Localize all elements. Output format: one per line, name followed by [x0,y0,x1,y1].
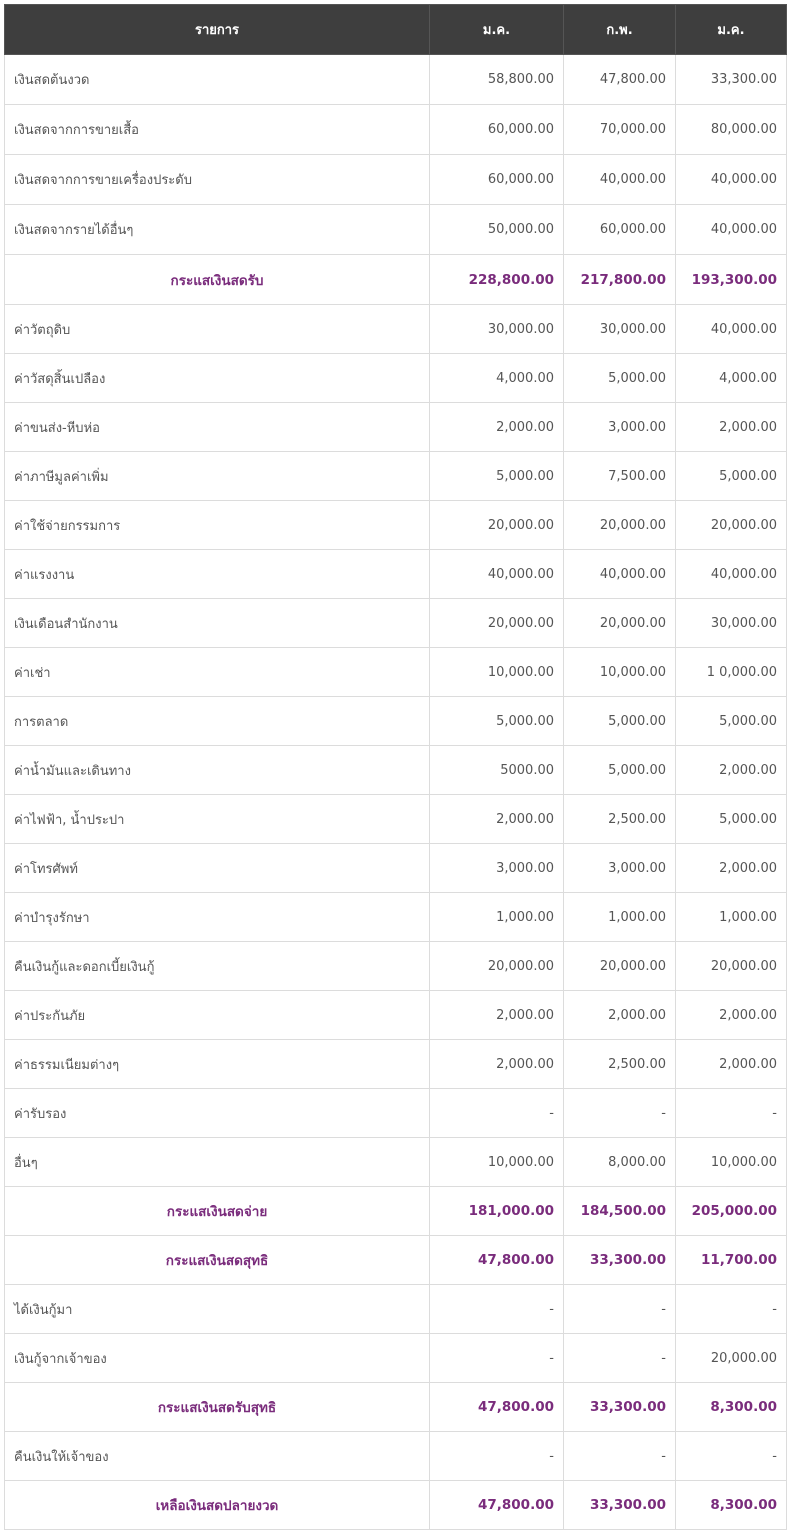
row-value-month-1: 60,000.00 [430,155,564,205]
row-value-month-3: 8,300.00 [676,1383,787,1432]
row-label: กระแสเงินสดรับสุทธิ [5,1383,430,1432]
row-value-month-3: 30,000.00 [676,599,787,648]
row-value-month-1: 50,000.00 [430,205,564,255]
row-label: อื่นๆ [5,1138,430,1187]
table-row [5,1334,787,1383]
row-label: กระแสเงินสดจ่าย [5,1187,430,1236]
row-value-month-1: 181,000.00 [430,1187,564,1236]
row-label: เงินกู้จากเจ้าของ [5,1334,430,1383]
table-row [5,55,787,105]
row-value-month-1: 4,000.00 [430,354,564,403]
table-row [5,1040,787,1089]
row-value-month-1: 10,000.00 [430,648,564,697]
row-value-month-3: 5,000.00 [676,452,787,501]
row-value-month-3: 193,300.00 [676,255,787,305]
table-row [5,1089,787,1138]
row-value-month-1: 2,000.00 [430,991,564,1040]
row-label: เงินสดจากการขายเครื่องประดับ [5,155,430,205]
row-value-month-3: 40,000.00 [676,305,787,354]
table-row [5,697,787,746]
total-row [5,255,787,305]
row-label: เงินสดจากรายได้อื่นๆ [5,205,430,255]
table-row [5,1432,787,1481]
row-value-month-1: 10,000.00 [430,1138,564,1187]
table-row [5,155,787,205]
row-value-month-2: 20,000.00 [564,501,676,550]
row-value-month-1: 47,800.00 [430,1481,564,1530]
row-value-month-3: 205,000.00 [676,1187,787,1236]
row-label: เงินสดต้นงวด [5,55,430,105]
row-label: ค่าวัสดุสิ้นเปลือง [5,354,430,403]
row-value-month-3: 40,000.00 [676,155,787,205]
row-value-month-1: 20,000.00 [430,942,564,991]
row-value-month-3: 4,000.00 [676,354,787,403]
row-value-month-2: 8,000.00 [564,1138,676,1187]
row-value-month-1: 228,800.00 [430,255,564,305]
row-value-month-3: 40,000.00 [676,205,787,255]
row-value-month-3: 10,000.00 [676,1138,787,1187]
row-value-month-2: 70,000.00 [564,105,676,155]
row-value-month-2: 20,000.00 [564,599,676,648]
row-value-month-3: - [676,1285,787,1334]
table-row [5,550,787,599]
table-row [5,452,787,501]
row-value-month-2: - [564,1285,676,1334]
row-value-month-1: 60,000.00 [430,105,564,155]
table-row [5,844,787,893]
row-label: ค่าน้ำมันและเดินทาง [5,746,430,795]
table-row [5,354,787,403]
row-label: เงินสดจากการขายเสื้อ [5,105,430,155]
row-value-month-2: 2,000.00 [564,991,676,1040]
row-value-month-3: - [676,1089,787,1138]
table-row [5,648,787,697]
row-label: ค่าบำรุงรักษา [5,893,430,942]
row-value-month-3: 5,000.00 [676,697,787,746]
row-value-month-1: 2,000.00 [430,403,564,452]
row-value-month-3: 2,000.00 [676,746,787,795]
row-label: ค่าเช่า [5,648,430,697]
row-value-month-3: 20,000.00 [676,942,787,991]
row-label: คืนเงินให้เจ้าของ [5,1432,430,1481]
row-value-month-2: 33,300.00 [564,1383,676,1432]
row-label: ค่ารับรอง [5,1089,430,1138]
row-label: เงินเดือนสำนักงาน [5,599,430,648]
row-value-month-2: 33,300.00 [564,1481,676,1530]
table-row [5,501,787,550]
row-value-month-3: 33,300.00 [676,55,787,105]
row-value-month-3: 20,000.00 [676,501,787,550]
row-value-month-1: 3,000.00 [430,844,564,893]
total-row [5,1481,787,1530]
header-month-1: ม.ค. [430,5,564,55]
row-value-month-2: 30,000.00 [564,305,676,354]
row-value-month-3: 11,700.00 [676,1236,787,1285]
row-value-month-2: - [564,1432,676,1481]
row-value-month-2: - [564,1089,676,1138]
row-value-month-3: 2,000.00 [676,403,787,452]
row-value-month-1: 40,000.00 [430,550,564,599]
row-label: ค่าโทรศัพท์ [5,844,430,893]
row-value-month-1: - [430,1432,564,1481]
row-value-month-3: 80,000.00 [676,105,787,155]
row-value-month-2: 5,000.00 [564,354,676,403]
row-value-month-2: 184,500.00 [564,1187,676,1236]
row-value-month-1: 47,800.00 [430,1383,564,1432]
row-value-month-1: - [430,1089,564,1138]
row-value-month-1: 20,000.00 [430,501,564,550]
header-month-3: ม.ค. [676,5,787,55]
row-value-month-2: 33,300.00 [564,1236,676,1285]
table-row [5,105,787,155]
row-label: ค่าประกันภัย [5,991,430,1040]
row-value-month-1: 1,000.00 [430,893,564,942]
table-row [5,893,787,942]
table-row [5,205,787,255]
row-value-month-2: 1,000.00 [564,893,676,942]
row-value-month-3: 2,000.00 [676,844,787,893]
row-value-month-3: 20,000.00 [676,1334,787,1383]
table-row [5,795,787,844]
row-value-month-2: - [564,1334,676,1383]
row-value-month-2: 3,000.00 [564,844,676,893]
row-value-month-1: 47,800.00 [430,1236,564,1285]
table-row [5,991,787,1040]
row-value-month-3: 40,000.00 [676,550,787,599]
row-label: คืนเงินกู้และดอกเบี้ยเงินกู้ [5,942,430,991]
row-value-month-1: 2,000.00 [430,1040,564,1089]
table-row [5,403,787,452]
row-value-month-3: 8,300.00 [676,1481,787,1530]
cash-flow-table [4,4,787,1530]
row-value-month-2: 40,000.00 [564,550,676,599]
header-item: รายการ [5,5,430,55]
row-value-month-3: 1 0,000.00 [676,648,787,697]
row-value-month-3: - [676,1432,787,1481]
table-row [5,1138,787,1187]
row-value-month-3: 1,000.00 [676,893,787,942]
row-value-month-2: 40,000.00 [564,155,676,205]
row-value-month-1: 58,800.00 [430,55,564,105]
row-label: การตลาด [5,697,430,746]
total-row [5,1187,787,1236]
total-row [5,1383,787,1432]
table-row [5,1285,787,1334]
row-value-month-3: 5,000.00 [676,795,787,844]
row-label: เหลือเงินสดปลายงวด [5,1481,430,1530]
row-value-month-1: 30,000.00 [430,305,564,354]
row-label: กระแสเงินสดรับ [5,255,430,305]
total-row [5,1236,787,1285]
row-value-month-2: 217,800.00 [564,255,676,305]
row-value-month-2: 2,500.00 [564,1040,676,1089]
row-value-month-2: 2,500.00 [564,795,676,844]
row-value-month-2: 5,000.00 [564,746,676,795]
table-body [5,55,787,1530]
row-label: ได้เงินกู้มา [5,1285,430,1334]
row-label: กระแสเงินสดสุทธิ [5,1236,430,1285]
row-label: ค่าวัตถุดิบ [5,305,430,354]
table-row [5,599,787,648]
row-label: ค่าใช้จ่ายกรรมการ [5,501,430,550]
row-value-month-2: 20,000.00 [564,942,676,991]
row-value-month-2: 10,000.00 [564,648,676,697]
row-label: ค่าภาษีมูลค่าเพิ่ม [5,452,430,501]
row-value-month-2: 3,000.00 [564,403,676,452]
row-value-month-2: 60,000.00 [564,205,676,255]
row-label: ค่าไฟฟ้า, น้ำประปา [5,795,430,844]
row-label: ค่าธรรมเนียมต่างๆ [5,1040,430,1089]
row-value-month-3: 2,000.00 [676,1040,787,1089]
table-row [5,305,787,354]
table-header [5,5,787,55]
row-value-month-2: 47,800.00 [564,55,676,105]
row-label: ค่าแรงงาน [5,550,430,599]
row-value-month-1: - [430,1334,564,1383]
table-row [5,746,787,795]
table-row [5,942,787,991]
row-value-month-1: - [430,1285,564,1334]
row-value-month-1: 5,000.00 [430,452,564,501]
row-value-month-3: 2,000.00 [676,991,787,1040]
row-value-month-2: 7,500.00 [564,452,676,501]
row-value-month-1: 5000.00 [430,746,564,795]
row-value-month-1: 5,000.00 [430,697,564,746]
row-value-month-1: 2,000.00 [430,795,564,844]
header-row [5,5,787,55]
header-month-2: ก.พ. [564,5,676,55]
row-value-month-1: 20,000.00 [430,599,564,648]
row-value-month-2: 5,000.00 [564,697,676,746]
row-label: ค่าขนส่ง-หีบห่อ [5,403,430,452]
